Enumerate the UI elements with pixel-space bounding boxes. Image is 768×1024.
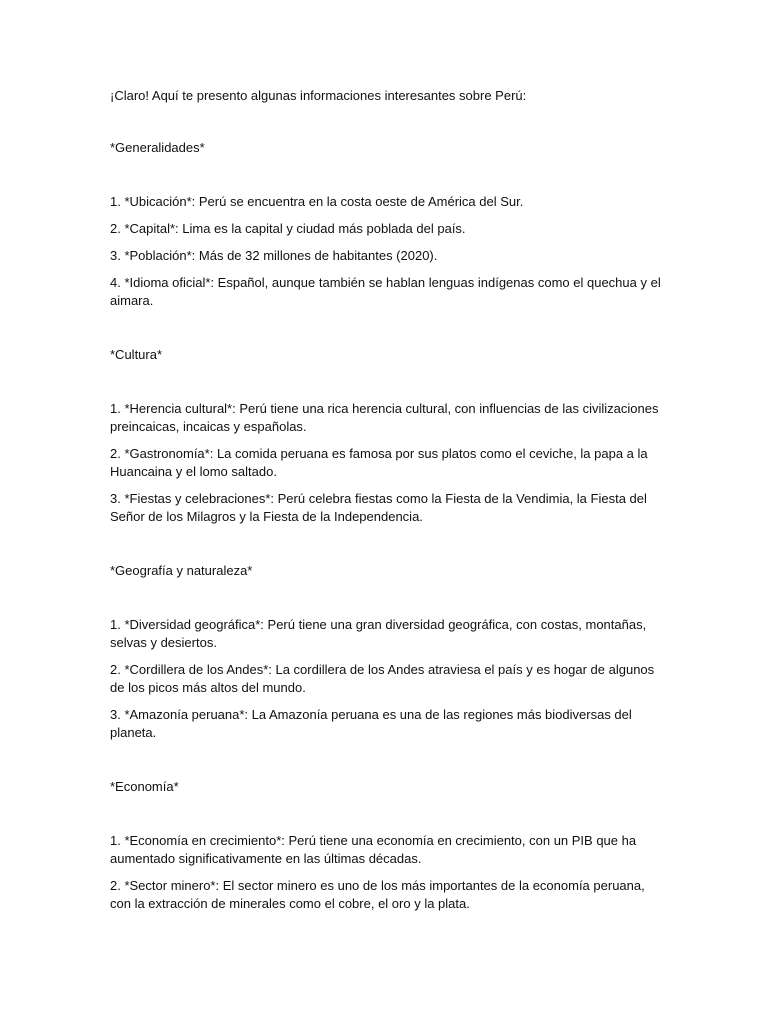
section-heading: *Generalidades*	[110, 140, 205, 155]
list-item: 2. *Gastronomía*: La comida peruana es famosa por sus platos como el ceviche, la papa a la Huancaina y el lomo saltado.	[110, 446, 648, 479]
list-item: 2. *Cordillera de los Andes*: La cordillera de los Andes atraviesa el país y es hogar de algunos de los picos más altos del mundo.	[110, 662, 655, 695]
list-item: 3. *Fiestas y celebraciones*: Perú celebra fiestas como la Fiesta de la Vendimia, la Fiesta del Señor de los Milagros y la Fiesta de la Independencia.	[110, 491, 647, 524]
section-economia	[110, 778, 668, 913]
list-item: 1. *Diversidad geográfica*: Perú tiene una gran diversidad geográfica, con costas, montañas, selvas y desiertos.	[110, 617, 647, 650]
list-item: 3. *Población*: Más de 32 millones de habitantes (2020).	[110, 248, 438, 263]
section-heading: *Cultura*	[110, 347, 163, 362]
section-generalidades	[110, 139, 668, 310]
list-item: 1. *Herencia cultural*: Perú tiene una rica herencia cultural, con influencias de las civilizaciones preincaicas, incaicas y españolas.	[110, 401, 659, 434]
list-item: 2. *Capital*: Lima es la capital y ciudad más poblada del país.	[110, 221, 466, 236]
section-geografia	[110, 562, 668, 742]
list-item: 4. *Idioma oficial*: Español, aunque también se hablan lenguas indígenas como el quechua y el aimara.	[110, 275, 661, 308]
list-item: 1. *Economía en crecimiento*: Perú tiene una economía en crecimiento, con un PIB que ha aumentado significativamente en las últimas décadas.	[110, 833, 637, 866]
list-item: 1. *Ubicación*: Perú se encuentra en la costa oeste de América del Sur.	[110, 194, 524, 209]
section-heading: *Economía*	[110, 779, 179, 794]
section-cultura	[110, 346, 668, 526]
intro-text: ¡Claro! Aquí te presento algunas informaciones interesantes sobre Perú:	[110, 88, 527, 103]
list-item: 2. *Sector minero*: El sector minero es uno de los más importantes de la economía peruana, con la extracción de minerales como el cobre, el oro y la plata.	[110, 878, 645, 911]
section-heading: *Geografía y naturaleza*	[110, 563, 253, 578]
list-item: 3. *Amazonía peruana*: La Amazonía peruana es una de las regiones más biodiversas del planeta.	[110, 707, 632, 740]
